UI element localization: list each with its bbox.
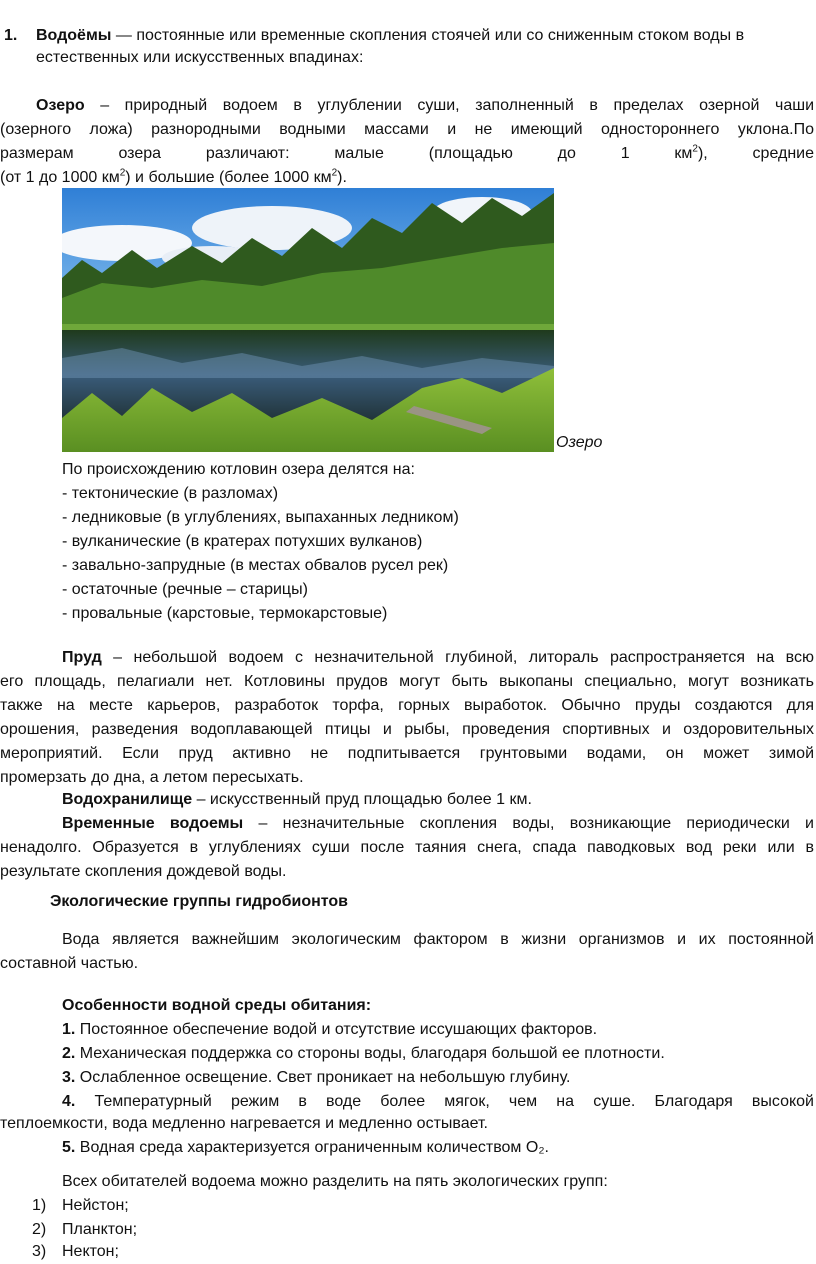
water-factor-line2: составной частью. <box>0 955 139 972</box>
eco-groups-heading: Экологические группы гидробионтов <box>50 893 348 910</box>
section-number: 1. <box>4 27 18 44</box>
temporary-line1: Временные водоемы – незначительные скопления воды, возникающие периодически и <box>62 815 814 832</box>
temporary-line3: результате скопления дождевой воды. <box>0 863 287 880</box>
pond-line4: орошения, разведения водоплавающей птицы и рыбы, проведения спортивных и оздоровительных <box>0 721 814 738</box>
pond-line3: также на месте карьеров, разработок торфа, горных выработок. Обычно пруды создаются для <box>0 697 814 714</box>
pond-line2: его площадь, пелагиали нет. Котловины прудов могут быть выкопаны специально, могут возникать <box>0 673 814 690</box>
features-heading: Особенности водной среды обитания: <box>62 997 372 1014</box>
group-item-name: Нектон; <box>62 1243 119 1260</box>
lake-line2: (озерного ложа) разнородными водными массами и не имеющий одностороннего уклона.По <box>0 121 814 138</box>
feature-item: 5. Водная среда характеризуется ограниченным количеством О₂. <box>62 1139 549 1156</box>
origin-item: - ледниковые (в углублениях, выпаханных ледником) <box>62 509 459 526</box>
group-item: 3) <box>32 1243 47 1260</box>
feature-item-continued: теплоемкости, вода медленно нагревается и медленно остывает. <box>0 1115 488 1132</box>
temporary-line2: ненадолго. Образуется в углублениях суши после таяния снега, спада паводковых вод реки или в <box>0 839 814 856</box>
feature-item: 2. Механическая поддержка со стороны воды, благодаря большой ее плотности. <box>62 1045 665 1062</box>
lake-line3: размерам озера различают: малые (площадью до 1 $км^2$), средние <box>0 143 814 162</box>
origin-item: - завально-запрудные (в местах обвалов русел рек) <box>62 557 449 574</box>
lake-line1: Озеро – природный водоем в углублении суши, заполненный в пределах озерной чаши <box>36 97 814 114</box>
pond-line1: Пруд – небольшой водоем с незначительной глубиной, литораль распространяется на всю <box>62 649 814 666</box>
lake-line4: (от 1 до 1000 $км^2$) и большие (более 1000 $км^2$). <box>0 167 347 186</box>
term-reservoir: Водохранилище <box>62 791 193 808</box>
origin-item: - вулканические (в кратерах потухших вулканов) <box>62 533 423 550</box>
group-item: 2) <box>32 1221 47 1238</box>
term-pond: Пруд <box>62 649 102 666</box>
feature-item: 3. Ослабленное освещение. Свет проникает на небольшую глубину. <box>62 1069 571 1086</box>
term-water-bodies: Водоёмы <box>36 27 112 44</box>
origin-title: По происхождению котловин озера делятся на: <box>62 461 415 478</box>
origin-item: - тектонические (в разломах) <box>62 485 279 502</box>
group-item: 1) <box>32 1197 47 1214</box>
pond-line6: промерзать до дна, а летом пересыхать. <box>0 769 304 786</box>
water-bodies-definition-line1: Водоёмы — постоянные или временные скопления стоячей или со сниженным стоком воды в <box>36 27 745 44</box>
lake-photo <box>62 188 554 452</box>
reservoir-line: Водохранилище – искусственный пруд площадью более 1 км. <box>62 791 532 808</box>
photo-caption: Озеро <box>556 434 603 451</box>
origin-item: - провальные (карстовые, термокарстовые) <box>62 605 388 622</box>
term-temporary: Временные водоемы <box>62 815 244 832</box>
origin-item: - остаточные (речные – старицы) <box>62 581 308 598</box>
water-factor-line1: Вода является важнейшим экологическим фактором в жизни организмов и их постоянной <box>62 931 814 948</box>
group-item-name: Нейстон; <box>62 1197 129 1214</box>
term-lake: Озеро <box>36 97 85 114</box>
feature-item: 1. Постоянное обеспечение водой и отсутствие иссушающих факторов. <box>62 1021 598 1038</box>
feature-item: 4. Температурный режим в воде более мягок, чем на суше. Благодаря высокой <box>62 1093 814 1110</box>
groups-intro: Всех обитателей водоема можно разделить на пять экологических групп: <box>62 1173 608 1190</box>
group-item-name: Планктон; <box>62 1221 138 1238</box>
pond-line5: мероприятий. Если пруд активно не подпитывается грунтовыми водами, он может зимой <box>0 745 814 762</box>
water-bodies-definition-line2: естественных или искусственных впадинах: <box>36 49 364 66</box>
